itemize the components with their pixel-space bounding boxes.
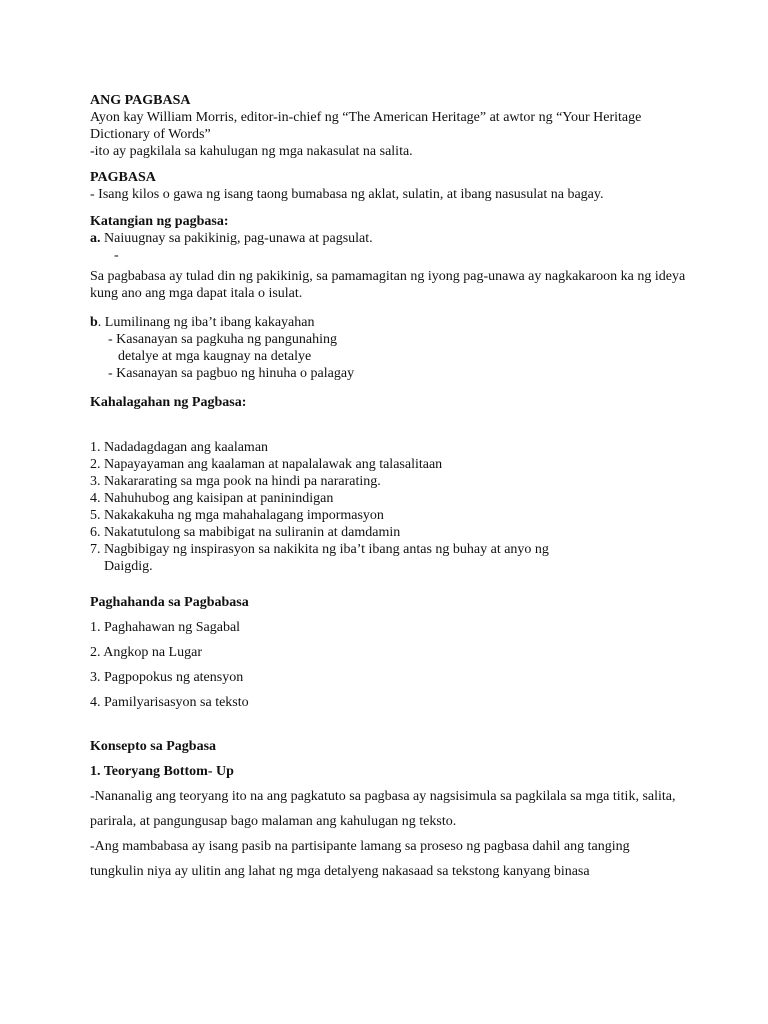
text-line: -Ang mambabasa ay isang pasib na partisipante lamang sa proseso ng pagbasa dahil ang tanging [90,839,630,854]
heading-pagbasa: PAGBASA [90,170,156,185]
text-line: -Nananalig ang teoryang ito na ang pagkatuto sa pagbasa ay nagsisimula sa pagkilala sa mga titik, salita, [90,789,676,804]
list-item: 3. Nakararating sa mga pook na hindi pa nararating. [90,474,381,489]
section-katangian [90,213,690,382]
text-line: Ayon kay William Morris, editor-in-chief ng “The American Heritage” at awtor ng “Your Heritage [90,110,642,125]
text-line: tungkulin niya ay ulitin ang lahat ng mga detalyeng nakasaad sa tekstong kanyang binasa [90,864,590,879]
list-item: 5. Nakakakuha ng mga mahahalagang impormasyon [90,508,384,523]
sub-item: - Kasanayan sa pagkuha ng pangunahing [108,332,337,347]
text-line: parirala, at pangungusap bago malaman ang kahulugan ng teksto. [90,814,457,829]
sub-item: - Kasanayan sa pagbuo ng hinuha o palagay [108,366,355,381]
section-paghahanda [90,594,690,711]
list-item: 7. Nagbibigay ng inspirasyon sa nakikita ng iba’t ibang antas ng buhay at anyo ng [90,542,549,557]
list-item-a-text: Naiuugnay sa pakikinig, pag-unawa at pagsulat. [100,231,373,246]
text-line: - Isang kilos o gawa ng isang taong bumabasa ng aklat, sulatin, at ibang nasusulat na bagay. [90,187,604,202]
text-line: Dictionary of Words” [90,127,211,142]
list-item-a [90,230,690,247]
document-page [90,92,690,880]
text-line: kung ano ang mga dapat itala o isulat. [90,286,303,301]
heading-paghahanda: Paghahanda sa Pagbabasa [90,595,249,610]
text-line: Sa pagbabasa ay tulad din ng pakikinig, sa pamamagitan ng iyong pag-unawa ay nagkakaroon ka ng ideya [90,269,686,284]
list-item-continuation: Daigdig. [104,559,153,574]
dash-marker: - [114,248,119,263]
list-item: 4. Nahuhubog ang kaisipan at paninindigan [90,491,334,506]
section-kahalagahan [90,394,690,575]
list-item: 1. Paghahawan ng Sagabal [90,620,241,635]
list-item: 6. Nakatutulong sa mabibigat na suliranin at damdamin [90,525,401,540]
subheading-bottom-up: 1. Teoryang Bottom- Up [90,764,234,779]
list-item: 4. Pamilyarisasyon sa teksto [90,695,249,710]
list-item-b-text: . Lumilinang ng iba’t ibang kakayahan [97,315,315,330]
marker-b: b [90,315,98,330]
text-line: -ito ay pagkilala sa kahulugan ng mga nakasulat na salita. [90,144,413,159]
heading-kahalagahan: Kahalagahan ng Pagbasa: [90,395,247,410]
heading-ang-pagbasa: ANG PAGBASA [90,93,191,108]
list-item-b [90,314,690,331]
list-item: 1. Nadadagdagan ang kaalaman [90,440,269,455]
section-konsepto [90,738,690,880]
list-item: 2. Napayayaman ang kaalaman at napalalawak ang talasalitaan [90,457,443,472]
marker-a: a. [90,231,101,246]
heading-katangian: Katangian ng pagbasa: [90,214,229,229]
section-ang-pagbasa [90,92,690,160]
kahalagahan-list [90,439,690,575]
section-pagbasa [90,169,690,203]
sub-item-continuation: detalye at mga kaugnay na detalye [118,349,312,364]
list-item: 3. Pagpopokus ng atensyon [90,670,244,685]
heading-konsepto: Konsepto sa Pagbasa [90,739,217,754]
list-item: 2. Angkop na Lugar [90,645,202,660]
